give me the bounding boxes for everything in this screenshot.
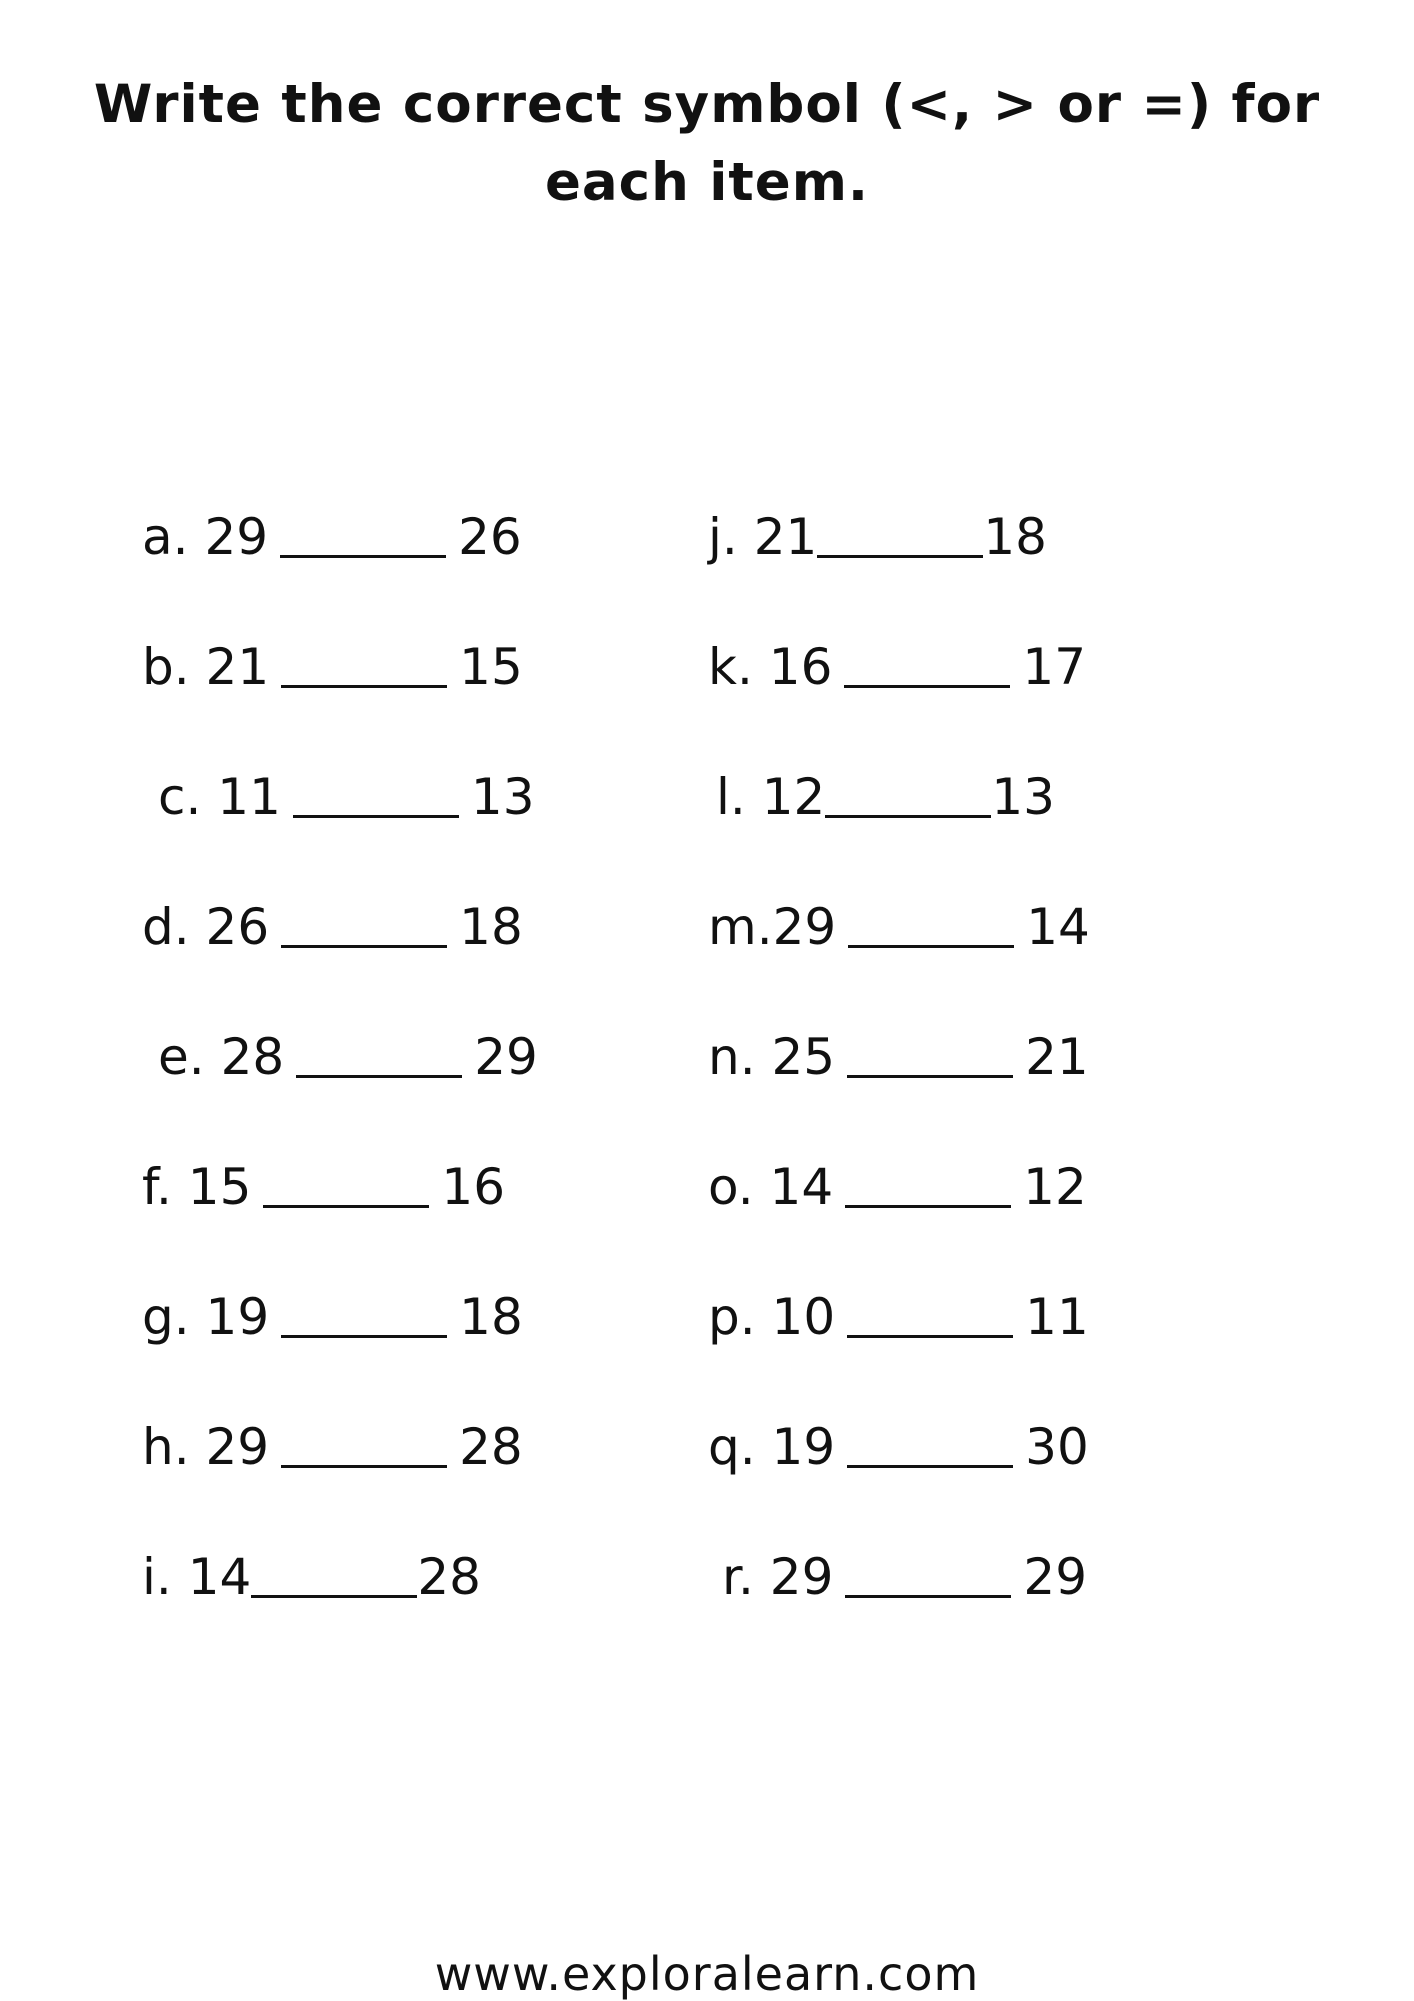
answer-blank[interactable] [817, 513, 983, 558]
answer-blank[interactable] [825, 773, 991, 818]
problem-e [158, 1027, 538, 1087]
right-number: 13 [470, 768, 535, 826]
website-url: www.exploralearn.com [434, 1947, 980, 2001]
problem-label: d. [142, 898, 190, 956]
left-number: 29 [204, 508, 269, 566]
answer-blank[interactable] [251, 1553, 417, 1598]
problem-g [142, 1287, 523, 1347]
left-number: 12 [761, 768, 826, 826]
problem-label: m. [708, 898, 773, 956]
left-number: 19 [205, 1288, 270, 1346]
right-number: 13 [991, 768, 1055, 826]
problem-label: a. [142, 508, 189, 566]
problem-a [142, 507, 522, 567]
right-number: 30 [1025, 1418, 1089, 1476]
problem-label: n. [708, 1028, 756, 1086]
right-number: 28 [417, 1548, 481, 1606]
right-number: 16 [441, 1158, 506, 1216]
left-number: 14 [769, 1158, 834, 1216]
left-number: 29 [205, 1418, 270, 1476]
answer-blank[interactable] [281, 1293, 447, 1338]
problem-label: l. [716, 768, 746, 826]
problem-label: f. [142, 1158, 172, 1216]
problem-label: h. [142, 1418, 190, 1476]
problem-label: e. [158, 1028, 205, 1086]
right-number: 29 [474, 1028, 538, 1086]
problem-label: o. [708, 1158, 754, 1216]
right-number: 28 [459, 1418, 523, 1476]
problem-b [142, 637, 523, 697]
left-number: 11 [217, 768, 281, 826]
right-number: 21 [1025, 1028, 1089, 1086]
right-number: 29 [1023, 1548, 1088, 1606]
problem-label: i. [142, 1548, 172, 1606]
left-number: 19 [771, 1418, 836, 1476]
answer-blank[interactable] [280, 513, 446, 558]
left-number: 29 [769, 1548, 834, 1606]
right-number: 14 [1026, 898, 1090, 956]
left-number: 28 [220, 1028, 285, 1086]
problem-label: q. [708, 1418, 756, 1476]
answer-blank[interactable] [845, 1553, 1011, 1598]
right-number: 12 [1023, 1158, 1087, 1216]
answer-blank[interactable] [296, 1033, 462, 1078]
left-number: 10 [771, 1288, 836, 1346]
problem-k [708, 637, 1086, 697]
right-number: 26 [458, 508, 522, 566]
problem-label: r. [722, 1548, 754, 1606]
problem-f [142, 1157, 505, 1217]
problem-j [708, 507, 1047, 567]
problem-l [716, 767, 1055, 827]
problem-m [708, 897, 1090, 957]
problem-label: g. [142, 1288, 190, 1346]
answer-blank[interactable] [847, 1293, 1013, 1338]
right-number: 18 [459, 898, 523, 956]
right-number: 17 [1022, 638, 1087, 696]
problem-label: c. [158, 768, 202, 826]
problem-o [708, 1157, 1087, 1217]
answer-blank[interactable] [848, 903, 1014, 948]
left-number: 29 [772, 898, 837, 956]
answer-blank[interactable] [281, 1423, 447, 1468]
right-number: 11 [1025, 1288, 1089, 1346]
problem-r [722, 1547, 1087, 1607]
worksheet-title: Write the correct symbol (<, > or =) for each item. [93, 74, 1321, 213]
problem-c [158, 767, 535, 827]
left-number: 26 [205, 898, 270, 956]
problem-d [142, 897, 523, 957]
answer-blank[interactable] [281, 643, 447, 688]
right-number: 18 [459, 1288, 523, 1346]
answer-blank[interactable] [847, 1423, 1013, 1468]
answer-blank[interactable] [847, 1033, 1013, 1078]
problem-label: p. [708, 1288, 756, 1346]
left-number: 21 [753, 508, 818, 566]
left-number: 21 [205, 638, 270, 696]
problem-label: j. [708, 508, 738, 566]
left-number: 16 [768, 638, 833, 696]
answer-blank[interactable] [844, 643, 1010, 688]
problem-h [142, 1417, 523, 1477]
answer-blank[interactable] [293, 773, 459, 818]
left-number: 15 [187, 1158, 252, 1216]
problem-q [708, 1417, 1089, 1477]
left-number: 14 [187, 1548, 252, 1606]
problem-i [142, 1547, 481, 1607]
problem-p [708, 1287, 1089, 1347]
answer-blank[interactable] [263, 1163, 429, 1208]
right-number: 18 [983, 508, 1047, 566]
left-number: 25 [771, 1028, 836, 1086]
problem-label: b. [142, 638, 190, 696]
problem-label: k. [708, 638, 753, 696]
problem-n [708, 1027, 1089, 1087]
right-number: 15 [459, 638, 523, 696]
answer-blank[interactable] [281, 903, 447, 948]
answer-blank[interactable] [845, 1163, 1011, 1208]
